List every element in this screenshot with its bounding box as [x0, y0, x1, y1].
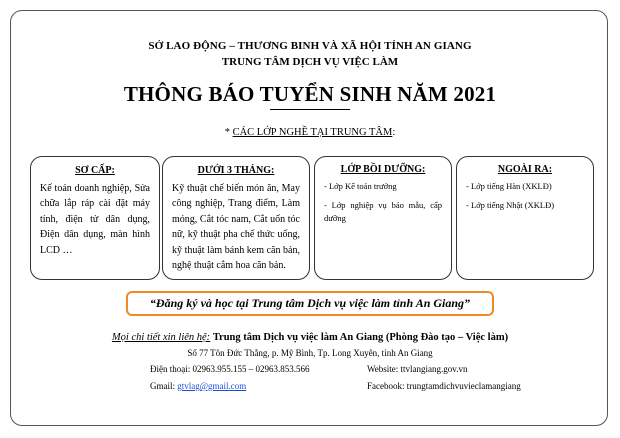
list-item: - Lớp nghiệp vụ báo mẫu, cấp dưỡng — [324, 200, 442, 223]
department-name: SỞ LAO ĐỘNG – THƯƠNG BINH VÀ XÃ HỘI TỈNH AN GIANG — [148, 40, 472, 52]
section-suffix: : — [392, 127, 396, 138]
contact-lead: Mọi chi tiết xin liên hệ: — [111, 332, 211, 343]
section-heading — [0, 127, 620, 138]
gmail-label: Gmail: — [150, 381, 175, 391]
center-name: TRUNG TÂM DỊCH VỤ VIỆC LÀM — [221, 56, 399, 68]
contact-address: Số 77 Tôn Đức Thắng, p. Mỹ Bình, Tp. Long Xuyên, tỉnh An Giang — [187, 348, 433, 358]
course-heading: NGOÀI RA: — [497, 164, 553, 175]
list-item: - Lớp tiếng Nhật (XKLĐ) — [466, 200, 555, 210]
contact-org: Trung tâm Dịch vụ việc làm An Giang (Phòng Đào tạo – Việc làm) — [212, 332, 509, 343]
contact-line — [0, 332, 620, 343]
course-box-duoi-3-thang — [162, 156, 310, 280]
facebook-line — [367, 381, 521, 391]
facebook-value: trungtamdichvuvieclamangiang — [406, 381, 521, 391]
course-box-so-cap — [30, 156, 160, 280]
course-text: Kỹ thuật chế biến món ăn, May công nghiệp, Trang điểm, Làm móng, Cắt tóc nam, Cắt uốn tóc nữ, kỹ thuật pha chế thức uống, kỹ thuật làm bánh kem căn bản, nghệ thuật cắm hoa căn bản. — [172, 182, 300, 271]
list-item: - Lớp tiếng Hàn (XKLĐ) — [466, 181, 552, 191]
list-item: - Lớp Kế toán trưởng — [324, 181, 397, 191]
section-prefix: * — [224, 127, 233, 138]
course-heading: SƠ CẤP: — [75, 165, 115, 176]
gmail-link[interactable]: gtvlag@gmail.com — [177, 381, 247, 391]
website-value: ttvlangiang.gov.vn — [400, 364, 468, 374]
gmail-line — [150, 381, 246, 391]
course-box-ngoai-ra — [456, 156, 594, 280]
website-line — [367, 364, 467, 374]
website-label: Website: — [367, 364, 399, 374]
page-title: THÔNG BÁO TUYỂN SINH NĂM 2021 — [123, 82, 497, 106]
course-text: Kế toán doanh nghiệp, Sửa chữa lắp ráp cài đặt máy tính, điện tử dân dụng, Điện dân dụng, màn hình LCD … — [40, 182, 150, 256]
course-heading: LỚP BỒI DƯỠNG: — [340, 164, 426, 175]
title-divider — [270, 109, 350, 110]
section-label: CÁC LỚP NGHỀ TẠI TRUNG TÂM — [232, 127, 393, 138]
phone-line — [150, 364, 310, 374]
course-heading: DƯỚI 3 THÁNG: — [197, 165, 275, 176]
phone-label: Điện thoại: — [150, 364, 191, 374]
facebook-label: Facebook: — [367, 381, 405, 391]
slogan-banner: “Đăng ký và học tại Trung tâm Dịch vụ việc làm tỉnh An Giang” — [126, 291, 494, 316]
course-box-boi-duong — [314, 156, 452, 280]
phone-numbers: 02963.955.155 – 02963.853.566 — [192, 364, 310, 374]
